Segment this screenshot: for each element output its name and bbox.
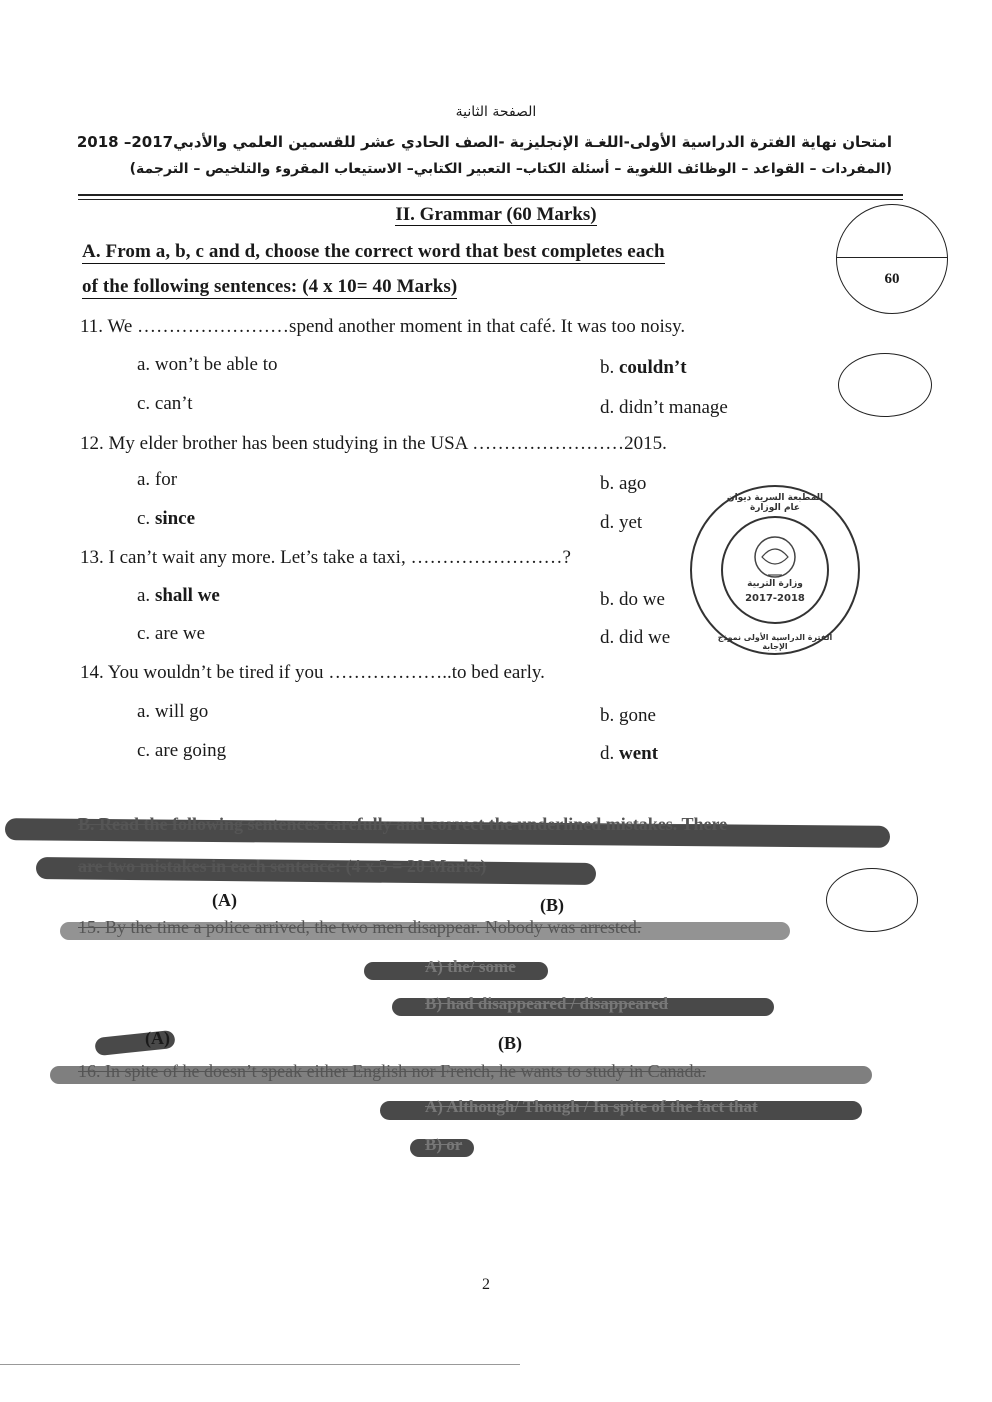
part-a-instruction-1: A. From a, b, c and d, choose the correct word that best completes each xyxy=(82,241,665,262)
marking-circle-a xyxy=(838,353,932,417)
question-14-stem: 14. You wouldn’t be tired if you ………………..to bed early. xyxy=(80,662,545,683)
part-b-instruction-1: B. Read the following sentences carefully and correct the underlined mistakes. There xyxy=(78,814,728,834)
question-11-stem: 11. We ……………………spend another moment in that café. It was too noisy. xyxy=(80,316,686,337)
question-13-option-a: a. shall we xyxy=(137,585,220,606)
header-divider-2 xyxy=(78,199,903,200)
q15-label-b: (B) xyxy=(540,895,564,915)
question-13-stem: 13. I can’t wait any more. Let’s take a taxi, ……………………? xyxy=(80,547,571,568)
question-13-option-d: d. did we xyxy=(600,627,671,648)
part-a-instruction-2: of the following sentences: (4 x 10= 40 Marks) xyxy=(82,276,458,297)
question-12-option-c: c. since xyxy=(137,508,196,529)
question-11-option-c: c. can’t xyxy=(137,393,193,414)
question-13-option-c: c. are we xyxy=(137,623,206,644)
stamp-ring-bottom: الفترة الدراسية الأولى نموذج الإجابة xyxy=(717,633,833,651)
question-12-option-b: b. ago xyxy=(600,473,647,494)
part-b-instruction-2: are two mistakes in each sentence: (4 x 5 = 20 Marks) xyxy=(78,856,487,876)
q16-answer-b: B) or xyxy=(425,1135,463,1154)
question-14-option-c: c. are going xyxy=(137,740,227,761)
question-13-option-b: b. do we xyxy=(600,589,665,610)
q15-answer-a: A) the/ some xyxy=(425,957,516,976)
question-12-option-d: d. yet xyxy=(600,512,643,533)
exam-title-arabic: امتحان نهاية الفترة الدراسية الأولى-اللغـة الإنجليزية -الصف الحادي عشر للقسمين العلمي والأدبي2017– 2018 xyxy=(76,133,892,151)
marking-circle-b xyxy=(826,868,918,932)
question-12-option-a: a. for xyxy=(137,469,178,490)
q16-answer-a: A) Although/ Though / In spite of the fact that xyxy=(425,1097,758,1116)
q16-sentence: 16. In spite of he doesn’t speak either English nor French, he wants to study in Canada. xyxy=(78,1061,707,1081)
question-11-option-b: b. couldn’t xyxy=(600,357,687,378)
stamp-center-text: وزارة التربية xyxy=(747,579,803,589)
official-stamp xyxy=(688,483,862,657)
question-11-option-d: d. didn’t manage xyxy=(600,397,728,418)
total-score-circle xyxy=(836,204,948,314)
question-14-option-d: d. went xyxy=(600,743,659,764)
question-14-option-a: a. will go xyxy=(137,701,209,722)
score-circle-divider xyxy=(837,257,947,258)
section-title: II. Grammar (60 Marks) xyxy=(395,204,597,225)
question-14-option-b: b. gone xyxy=(600,705,656,726)
page-label: الصفحة الثانية xyxy=(455,104,537,120)
score-total: 60 xyxy=(884,271,900,287)
header-divider xyxy=(78,194,903,196)
stamp-year: 2017-2018 xyxy=(745,593,805,604)
stamp-ring-text: المطبعة السرية ديوان عام الوزارة xyxy=(726,493,824,513)
exam-sections-arabic: (المفردات – القواعد – الوظائف اللغوية – أسئلة الكتاب– التعبير الكتابي– الاستيعاب المقروء والتلخيص – الترجمة) xyxy=(129,161,892,177)
q15-answer-b: B) had disappeared / disappeared xyxy=(425,994,669,1013)
page-number: 2 xyxy=(482,1276,490,1293)
q16-label-b: (B) xyxy=(498,1033,522,1053)
q15-label-a: (A) xyxy=(212,890,237,910)
footer-rule xyxy=(0,1364,520,1365)
question-12-stem: 12. My elder brother has been studying in the USA ……………………2015. xyxy=(80,433,667,454)
q15-sentence: 15. By the time a police arrived, the two men disappear. Nobody was arrested. xyxy=(78,917,642,937)
question-11-option-a: a. won’t be able to xyxy=(137,354,278,375)
q16-label-a: (A) xyxy=(145,1028,170,1048)
